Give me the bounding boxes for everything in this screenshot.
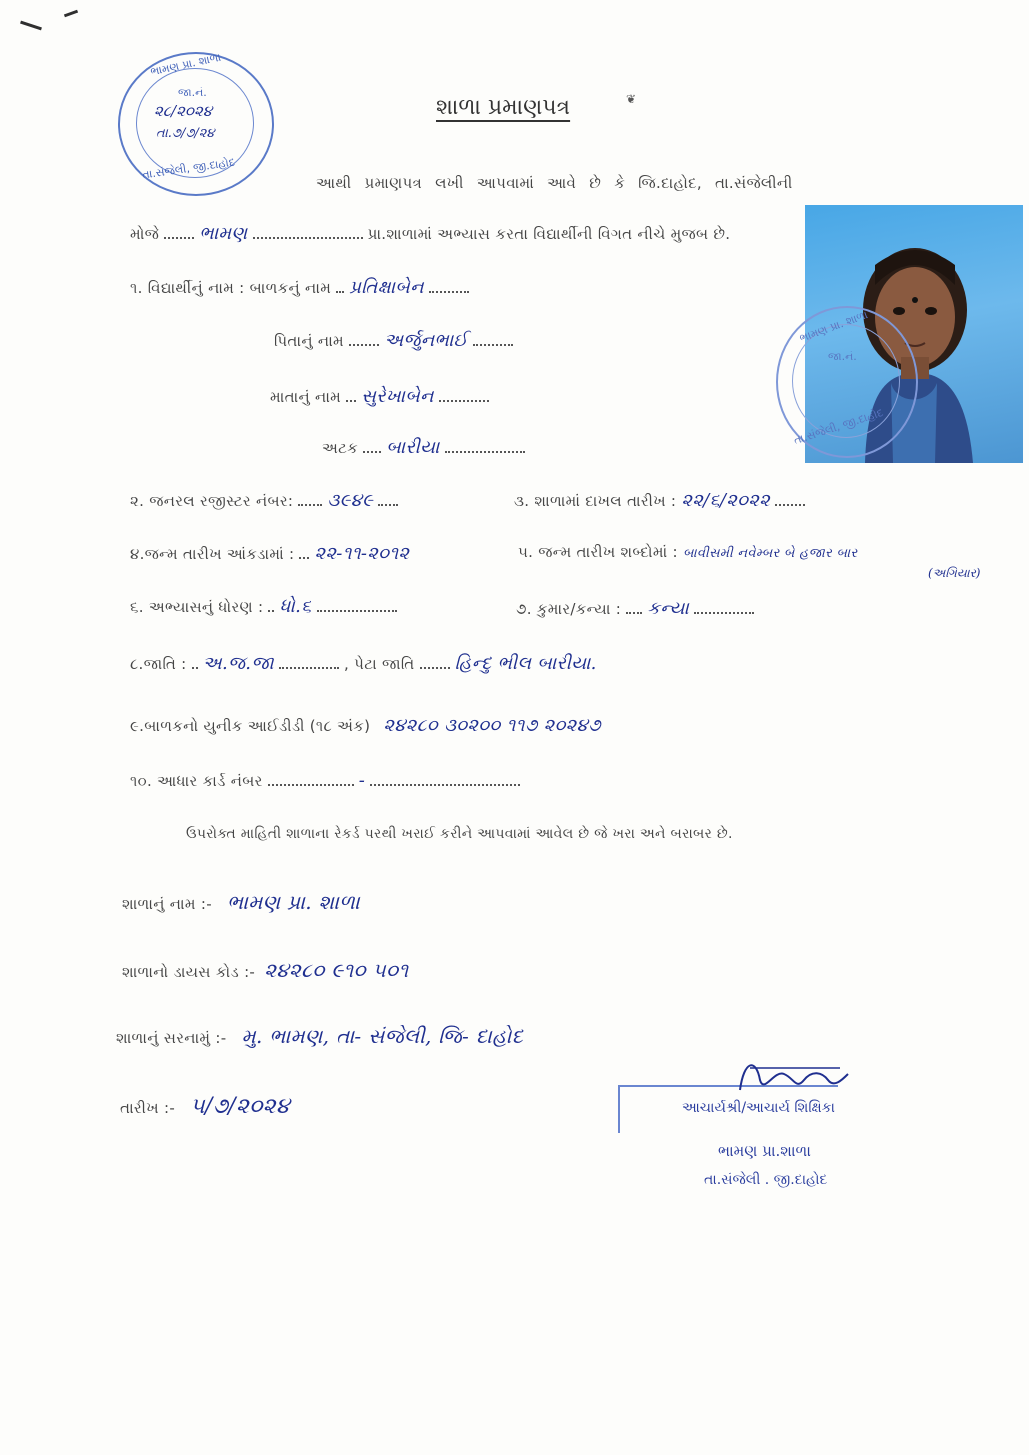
mother-name-value: સુરેખાબેન	[361, 386, 434, 407]
father-name-row	[274, 330, 513, 351]
dise-code-row	[122, 958, 408, 982]
aadhar-label: ૧૦. આધાર કાર્ડ નંબર	[130, 772, 263, 790]
declaration-text: ઉપરોક્ત માહિતી શાળાના રેકર્ડ પરથી ખરાઈ કરીને આપવામાં આવેલ છે જે ખરા અને બરાબર છે.	[186, 826, 733, 842]
father-name-label: પિતાનું નામ	[274, 332, 344, 350]
sub-caste-label: , પેટા જાતિ	[344, 655, 415, 673]
school-name-row	[122, 890, 360, 914]
photo-stamp-place: તા.સંજેલી, જી.દાહોદ	[792, 405, 885, 448]
date-row	[120, 1094, 290, 1119]
dob-words-label: ૫. જન્મ તારીખ શબ્દોમાં :	[518, 543, 678, 561]
village-value: ભામણ	[199, 223, 248, 244]
school-name-value: ભામણ પ્રા. શાળા	[227, 890, 360, 914]
gender-label: ૭. કુમાર/કન્યા :	[516, 600, 622, 618]
admission-date-value: ૨૨/૬/૨૦૨૨	[681, 490, 770, 511]
caste-row	[130, 653, 597, 674]
photo-stamp-school-name: ભામણ પ્રા. શાળા	[797, 308, 870, 345]
signature-place: તા.સંજેલી . જી.દાહોદ	[704, 1172, 828, 1188]
aadhar-row	[130, 770, 520, 791]
stamp-place: તા.સંજેલી, જી.દાહોદ	[141, 155, 236, 182]
student-name-row	[130, 277, 469, 298]
stamp-number: તા.૭/૭/૨૪	[156, 126, 215, 141]
address-label: શાળાનું સરનામું :-	[116, 1029, 227, 1047]
unique-id-row	[130, 715, 601, 736]
dob-digits-value: ૨૨-૧૧-૨૦૧૨	[314, 543, 410, 564]
date-label: તારીખ :-	[120, 1099, 176, 1117]
dise-code-value: ૨૪૨૮૦ ૯૧૦ ૫૦૧	[264, 958, 409, 982]
stamp-no-label: જા.નં.	[178, 86, 207, 99]
admission-date-row	[514, 490, 805, 511]
sub-caste-value: હિન્દુ ભીલ બારીયા.	[454, 653, 597, 674]
address-row	[116, 1024, 523, 1048]
dise-code-label: શાળાનો ડાયસ કોડ :-	[122, 963, 256, 981]
student-name-value: પ્રતિક્ષાબેન	[349, 277, 424, 298]
photo-stamp-no-label: જા.નં.	[828, 350, 857, 363]
aadhar-value: -	[358, 770, 366, 791]
surname-label: અટક	[322, 439, 359, 457]
stamp-school-name: ભામણ પ્રા. શાળા	[149, 50, 223, 79]
gr-number-row	[130, 490, 398, 511]
signature-role: આચાર્યશ્રી/આચાર્ય શિક્ષિકા	[682, 1100, 835, 1116]
dob-words-value: બાવીસમી નવેમ્બર બે હજાર બાર	[682, 546, 858, 561]
unique-id-value: ૨૪૨૮૦ ૩૦૨૦૦ ૧૧૭ ૨૦૨૪૭	[383, 715, 601, 736]
dob-words-row	[518, 543, 857, 561]
surname-value: બારીયા	[386, 437, 440, 458]
admission-date-label: ૩. શાળામાં દાખલ તારીખ :	[514, 492, 677, 510]
stamp-date: ૨૮/૨૦૨૪	[154, 102, 213, 120]
caste-value: અ.જ.જા	[202, 653, 274, 674]
signature-stamp-bracket	[618, 1085, 620, 1133]
caste-label: ૮.જાતિ :	[130, 655, 187, 673]
mother-name-label: માતાનું નામ	[270, 388, 342, 406]
scan-mark	[20, 21, 42, 31]
school-name-label: શાળાનું નામ :-	[122, 895, 212, 913]
gender-value: કન્યા	[647, 598, 690, 619]
dob-words-value-line2: (અગિયાર)	[928, 566, 981, 580]
address-value: મુ. ભામણ, તા- સંજેલી, જિ- દાહોદ	[241, 1024, 524, 1048]
village-suffix: પ્રા.શાળામાં અભ્યાસ કરતા વિદ્યાર્થીની વિગત નીચે મુજબ છે.	[367, 225, 731, 243]
date-value: ૫/૭/૨૦૨૪	[190, 1094, 290, 1119]
standard-label: ૬. અભ્યાસનું ધોરણ :	[130, 598, 264, 616]
school-stamp	[118, 52, 274, 196]
gr-number-label: ૨. જનરલ રજીસ્ટર નંબર:	[130, 492, 294, 510]
student-name-label: ૧. વિદ્યાર્થીનું નામ : બાળકનું નામ	[130, 279, 332, 297]
village-label: મોજે	[130, 225, 160, 243]
dob-digits-label: ૪.જન્મ તારીખ આંકડામાં :	[130, 545, 295, 563]
dob-digits-row	[130, 543, 409, 564]
page-title: શાળા પ્રમાણપત્ર	[436, 95, 571, 120]
mother-name-row	[270, 386, 489, 407]
photo-stamp	[776, 306, 918, 458]
scan-mark	[64, 10, 78, 18]
signature-school: ભામણ પ્રા.શાળા	[718, 1142, 811, 1160]
surname-row	[322, 437, 525, 458]
intro-text: આથી પ્રમાણપત્ર લખી આપવામાં આવે છે કે જિ.દાહોદ, તા.સંજેલીની	[316, 174, 793, 192]
village-row	[130, 223, 730, 244]
standard-row	[130, 596, 397, 617]
father-name-value: અર્જુનભાઈ	[384, 330, 468, 351]
gr-number-value: ૩૯૪૯	[327, 490, 374, 511]
standard-value: ધો.૬	[279, 596, 312, 617]
title-flourish: ❦	[626, 92, 637, 106]
unique-id-label: ૯.બાળકનો યુનીક આઈડીડી (૧૮ અંક)	[130, 717, 371, 735]
gender-row	[516, 598, 754, 619]
